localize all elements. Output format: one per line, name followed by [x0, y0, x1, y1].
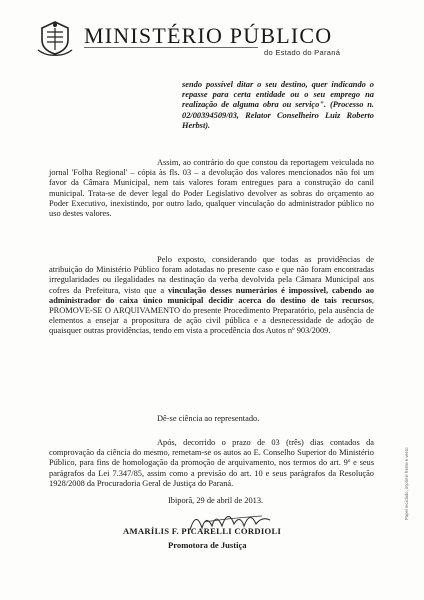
paragraph-3 — [49, 414, 374, 424]
signatory-name: AMARÍLIS F. PICARELLI CORDIOLI — [123, 526, 282, 536]
paragraph-2-text-a: Pelo exposto, considerando que todas as providências de atribuição do Ministério Público foram adotadas no presente caso e que não foram encontradas irregularidades ou ilegalidades na destinação da verba devolvida pela Câmara Municipal aos cofres da Prefeitura, visto que a — [49, 255, 374, 295]
coat-of-arms-icon — [36, 20, 74, 56]
paragraph-4 — [49, 438, 374, 489]
handwritten-signature — [182, 504, 278, 542]
paragraph-2-bold: vinculação desses numerários é impossível, cabendo ao administrador do caixa único municipal decidir acerca do destino de tais recursos — [49, 285, 375, 305]
paragraph-2 — [49, 255, 374, 337]
quote-citation: (Processo n. 02/00394509/03, Relator Conselheiro Luiz Roberto Herbst). — [182, 100, 375, 130]
legal-quote — [182, 80, 374, 131]
letterhead — [36, 20, 396, 56]
paragraph-1-text: Assim, ao contrário do que constou da reportagem veiculada no jornal 'Folha Regional' – cópia às fls. 03 – a devolução dos valores mencionados não foi um favor da Câmara Municipal, nem tais valores foram entregues para a construção do canil municipal. Trata-se de dever legal do Poder Legislativo devolver as sobras do orçamento ao Poder Executivo, inexistindo, por outro lado, qualquer vinculação do administrador público no uso destes valores. — [49, 158, 374, 219]
paragraph-4-text: Após, decorrido o prazo de 03 (três) dias contados da comprovação da ciência do mesmo, remetam-se os autos ao E. Conselho Superior do Ministério Público, para fins de homologação da promoção de arquivamento, nos termos do art. 9º e seus parágrafos da Lei 7.347/85, assim como a previsão do art. 10 e seus parágrafos da Resolução 1928/2008 da Procuradoria Geral de Justiça do Paraná. — [49, 438, 374, 488]
date-line: Ibiporã, 29 de abril de 2013. — [168, 496, 264, 505]
institution-subtitle: do Estado do Paraná — [264, 48, 341, 57]
paragraph-2-text-b: , PROMOVE-SE O ARQUIVAMENTO do presente Procedimento Preparatório, pela ausência de elementos a ensejar a propositura de ação civil pública e a desnecessidade de adoção de quaisquer outras providências, tendo em vista a procedência dos Autos nº 903/2009. — [49, 295, 374, 336]
quote-text: sendo possível ditar o seu destino, quer indicando o repasse para certa entidade ou o seu emprego na realização de alguma obra ou serviço". — [182, 80, 374, 110]
signatory-role: Promotora de Justiça — [168, 540, 247, 550]
institution-title: MINISTÉRIO PÚBLICO — [84, 23, 333, 48]
header-rule — [84, 47, 258, 48]
paragraph-3-text: Dê-se ciência ao representado. — [157, 414, 260, 423]
recycled-paper-note: Papel reciclado, imprimir frente e verso — [404, 447, 409, 520]
paragraph-1 — [49, 158, 374, 219]
